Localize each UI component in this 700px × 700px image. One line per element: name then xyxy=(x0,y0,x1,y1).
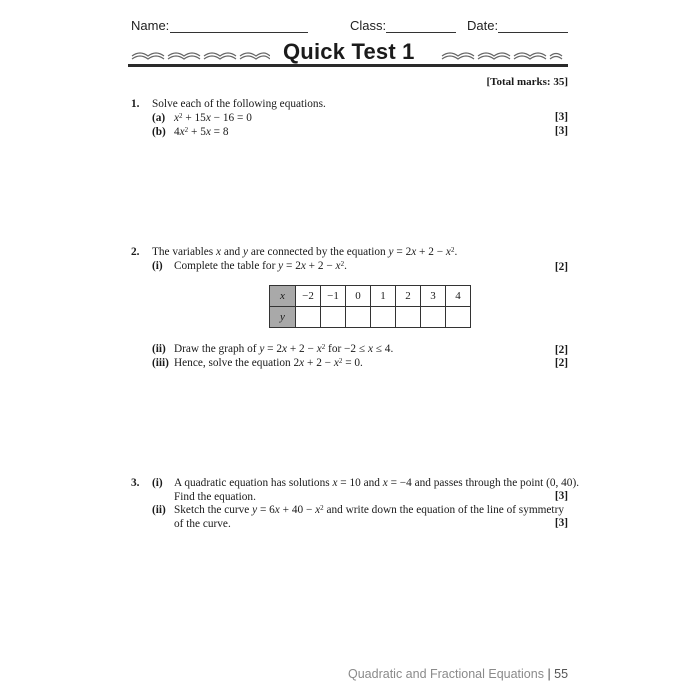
q2iii-text: Hence, solve the equation $2x + 2 - x^2 = 0$. xyxy=(174,357,363,369)
x-cell: 0 xyxy=(346,286,371,307)
y-answer-cell[interactable] xyxy=(321,307,346,328)
page-number: 55 xyxy=(554,667,569,681)
q3ii-marks: [3] xyxy=(554,517,568,529)
y-answer-cell[interactable] xyxy=(396,307,421,328)
footer-section-title: Quadratic and Fractional Equations xyxy=(348,667,544,681)
y-answer-cell[interactable] xyxy=(296,307,321,328)
q2iii-marks: [2] xyxy=(554,357,568,369)
table-row-y xyxy=(270,307,471,328)
q1a-marks: [3] xyxy=(554,111,568,123)
q3i-text-line2: Find the equation. xyxy=(174,491,256,503)
q3ii-text-line2: of the curve. xyxy=(174,518,231,530)
title-rule xyxy=(128,64,568,67)
table-row-x xyxy=(270,286,471,307)
q2ii-label: (ii) xyxy=(152,343,166,355)
y-answer-cell[interactable] xyxy=(446,307,471,328)
page-footer xyxy=(348,667,568,681)
x-cell: −2 xyxy=(296,286,321,307)
q2-number: 2. xyxy=(131,246,140,258)
q2ii-text: Draw the graph of $y = 2x + 2 - x^2$ for −2 ≤ x ≤ 4. xyxy=(174,343,394,355)
q1-number: 1. xyxy=(131,98,140,110)
q3i-label: (i) xyxy=(152,477,163,489)
x-cell: 4 xyxy=(446,286,471,307)
date-label: Date: xyxy=(467,18,499,33)
name-line xyxy=(170,32,308,33)
q3ii-label: (ii) xyxy=(152,504,166,516)
q2ii-marks: [2] xyxy=(554,344,568,356)
q1-stem: Solve each of the following equations. xyxy=(152,98,326,110)
y-header-cell: y xyxy=(270,307,296,328)
q2i-label: (i) xyxy=(152,260,163,272)
q1a-label: (a) xyxy=(152,112,166,124)
x-header-cell: x xyxy=(270,286,296,307)
x-cell: 2 xyxy=(396,286,421,307)
q2i-marks: [2] xyxy=(554,261,568,273)
open-book-icon-row-left xyxy=(130,46,270,62)
q1b-equation: $4x^2 + 5x = 8$ xyxy=(174,126,229,138)
page-title: Quick Test 1 xyxy=(283,39,415,64)
q1b-label: (b) xyxy=(152,126,166,138)
xy-value-table xyxy=(269,285,471,328)
x-cell: 3 xyxy=(421,286,446,307)
y-answer-cell[interactable] xyxy=(421,307,446,328)
x-cell: −1 xyxy=(321,286,346,307)
name-label: Name: xyxy=(131,18,170,33)
q2-stem: The variables x and y are connected by the equation $y = 2x + 2 - x^2$. xyxy=(152,246,458,258)
total-marks: [Total marks: 35] xyxy=(486,76,568,88)
q1a-equation: $x^2 + 15x - 16 = 0$ xyxy=(174,112,252,124)
q3-number: 3. xyxy=(131,477,140,489)
class-line xyxy=(386,32,456,33)
q2i-text: Complete the table for $y = 2x + 2 - x^2$. xyxy=(174,260,347,272)
open-book-icon-row-right xyxy=(440,46,568,62)
q3ii-text: Sketch the curve $y = 6x + 40 - x^2$ and write down the equation of the line of symmetry xyxy=(174,504,564,516)
q2iii-label: (iii) xyxy=(152,357,169,369)
q3i-marks: [3] xyxy=(554,490,568,502)
x-cell: 1 xyxy=(371,286,396,307)
date-line xyxy=(498,32,568,33)
q3i-text: A quadratic equation has solutions x = 10 and x = −4 and passes through the point (0, 40). xyxy=(174,477,580,489)
y-answer-cell[interactable] xyxy=(346,307,371,328)
y-answer-cell[interactable] xyxy=(371,307,396,328)
q1b-marks: [3] xyxy=(554,125,568,137)
class-label: Class: xyxy=(350,18,387,33)
footer-separator: | xyxy=(547,667,551,681)
